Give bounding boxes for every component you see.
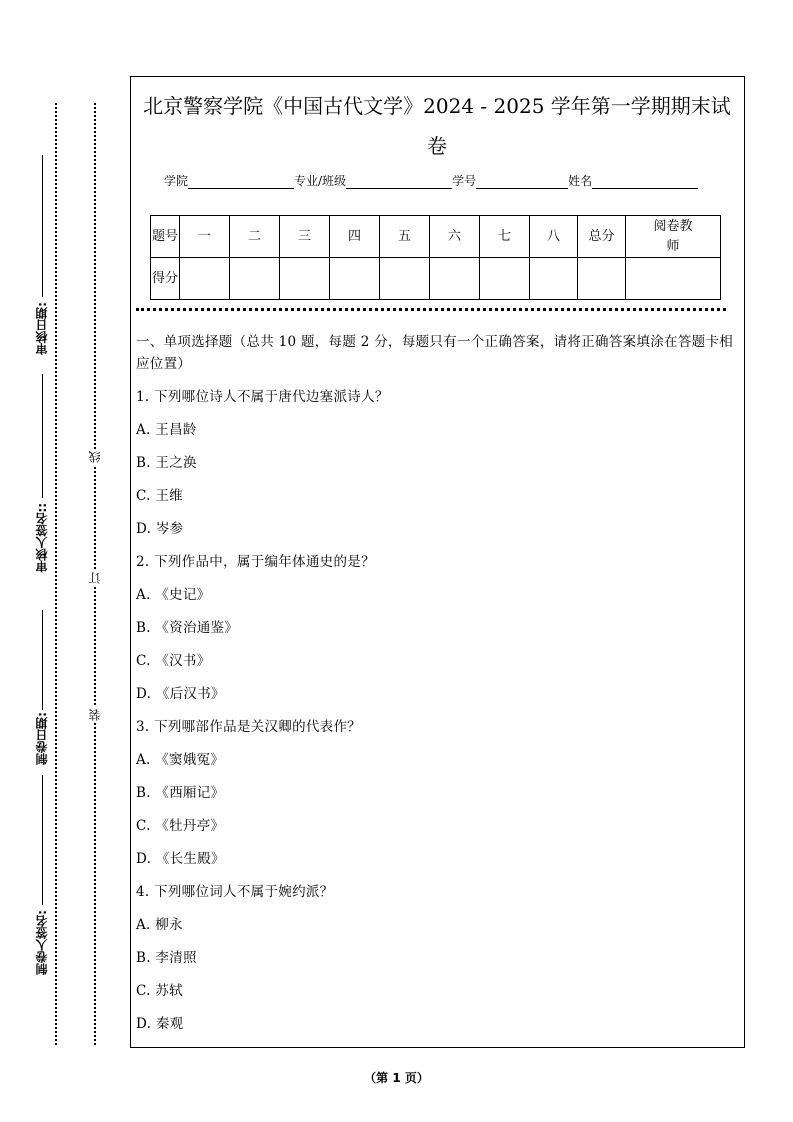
score-cell-8[interactable] [530, 258, 578, 300]
exam-title: 北京警察学院《中国古代文学》2024 - 2025 学年第一学期期末试卷 [143, 94, 731, 158]
question-option: D. 秦观 [136, 1016, 184, 1032]
major-blank[interactable] [346, 175, 452, 189]
score-cell-6[interactable] [430, 258, 480, 300]
score-table [150, 215, 721, 300]
header-cell-1: 一 [180, 216, 230, 258]
student-id-blank[interactable] [476, 175, 568, 189]
score-cell-2[interactable] [230, 258, 280, 300]
college-label: 学院 [164, 174, 189, 188]
question-option: C. 苏轼 [136, 983, 183, 999]
reviewer-sign-label: 审核人签名:: [35, 503, 49, 573]
binding-char-pack: 装 [88, 709, 102, 721]
question-stem: 1. 下列哪位诗人不属于唐代边塞派诗人？ [136, 389, 389, 405]
score-cell-7[interactable] [480, 258, 530, 300]
header-cell-grader: 阅卷教师 [626, 216, 721, 258]
score-cell-total[interactable] [578, 258, 626, 300]
binding-char-line: 线 [88, 451, 102, 463]
name-label: 姓名 [568, 174, 593, 188]
header-cell-3: 三 [280, 216, 330, 258]
page-number: （第 1 页） [364, 1071, 429, 1085]
outer-dotted-binding-line [55, 103, 57, 1045]
reviewer-sign-line [42, 374, 43, 498]
question-option: B. 李清照 [136, 950, 197, 966]
score-table-score-row [151, 258, 721, 300]
header-cell-question-no: 题号 [151, 216, 180, 258]
score-table-header-row [151, 216, 721, 258]
score-cell-1[interactable] [180, 258, 230, 300]
question-option: B. 《西厢记》 [136, 785, 225, 801]
header-cell-4: 四 [330, 216, 380, 258]
make-date-line [42, 610, 43, 710]
binding-char-staple: 订 [88, 572, 102, 584]
header-cell-5: 五 [380, 216, 430, 258]
score-cell-grader[interactable] [626, 258, 721, 300]
make-date-label: 制卷日期: [35, 712, 49, 765]
section-heading: 一、单项选择题（总共 10 题，每题 2 分，每题只有一个正确答案，请将正确答案填涂在答题卡相应位置） [136, 334, 734, 372]
question-option: A. 《史记》 [136, 587, 211, 603]
review-date-label: 审核日期: [35, 302, 49, 355]
question-option: C. 《汉书》 [136, 653, 211, 669]
score-cell-5[interactable] [380, 258, 430, 300]
question-option: C. 王维 [136, 488, 183, 504]
maker-sign-label: 制卷人签名: [35, 910, 49, 975]
header-cell-8: 八 [530, 216, 578, 258]
dotted-separator [136, 308, 726, 311]
student-id-label: 学号 [452, 174, 477, 188]
question-option: D. 《后汉书》 [136, 686, 225, 702]
header-cell-7: 七 [480, 216, 530, 258]
question-option: D. 岑参 [136, 521, 184, 537]
header-cell-2: 二 [230, 216, 280, 258]
question-option: A. 柳永 [136, 917, 183, 933]
college-blank[interactable] [188, 175, 294, 189]
question-option: A. 王昌龄 [136, 422, 197, 438]
question-option: B. 《资治通鉴》 [136, 620, 239, 636]
maker-sign-line [42, 775, 43, 905]
score-cell-4[interactable] [330, 258, 380, 300]
question-option: C. 《牡丹亭》 [136, 818, 225, 834]
question-option: D. 《长生殿》 [136, 851, 225, 867]
question-stem: 4. 下列哪位词人不属于婉约派？ [136, 884, 334, 900]
question-option: B. 王之涣 [136, 455, 197, 471]
header-cell-6: 六 [430, 216, 480, 258]
score-row-label: 得分 [151, 258, 180, 300]
question-stem: 3. 下列哪部作品是关汉卿的代表作？ [136, 719, 362, 735]
header-cell-total: 总分 [578, 216, 626, 258]
review-date-line [42, 155, 43, 297]
student-info-row [164, 173, 724, 189]
name-blank[interactable] [592, 175, 698, 189]
question-stem: 2. 下列作品中，属于编年体通史的是？ [136, 554, 375, 570]
score-cell-3[interactable] [280, 258, 330, 300]
exam-content [136, 331, 740, 1041]
major-label: 专业/班级 [294, 174, 347, 188]
question-option: A. 《窦娥冤》 [136, 752, 225, 768]
